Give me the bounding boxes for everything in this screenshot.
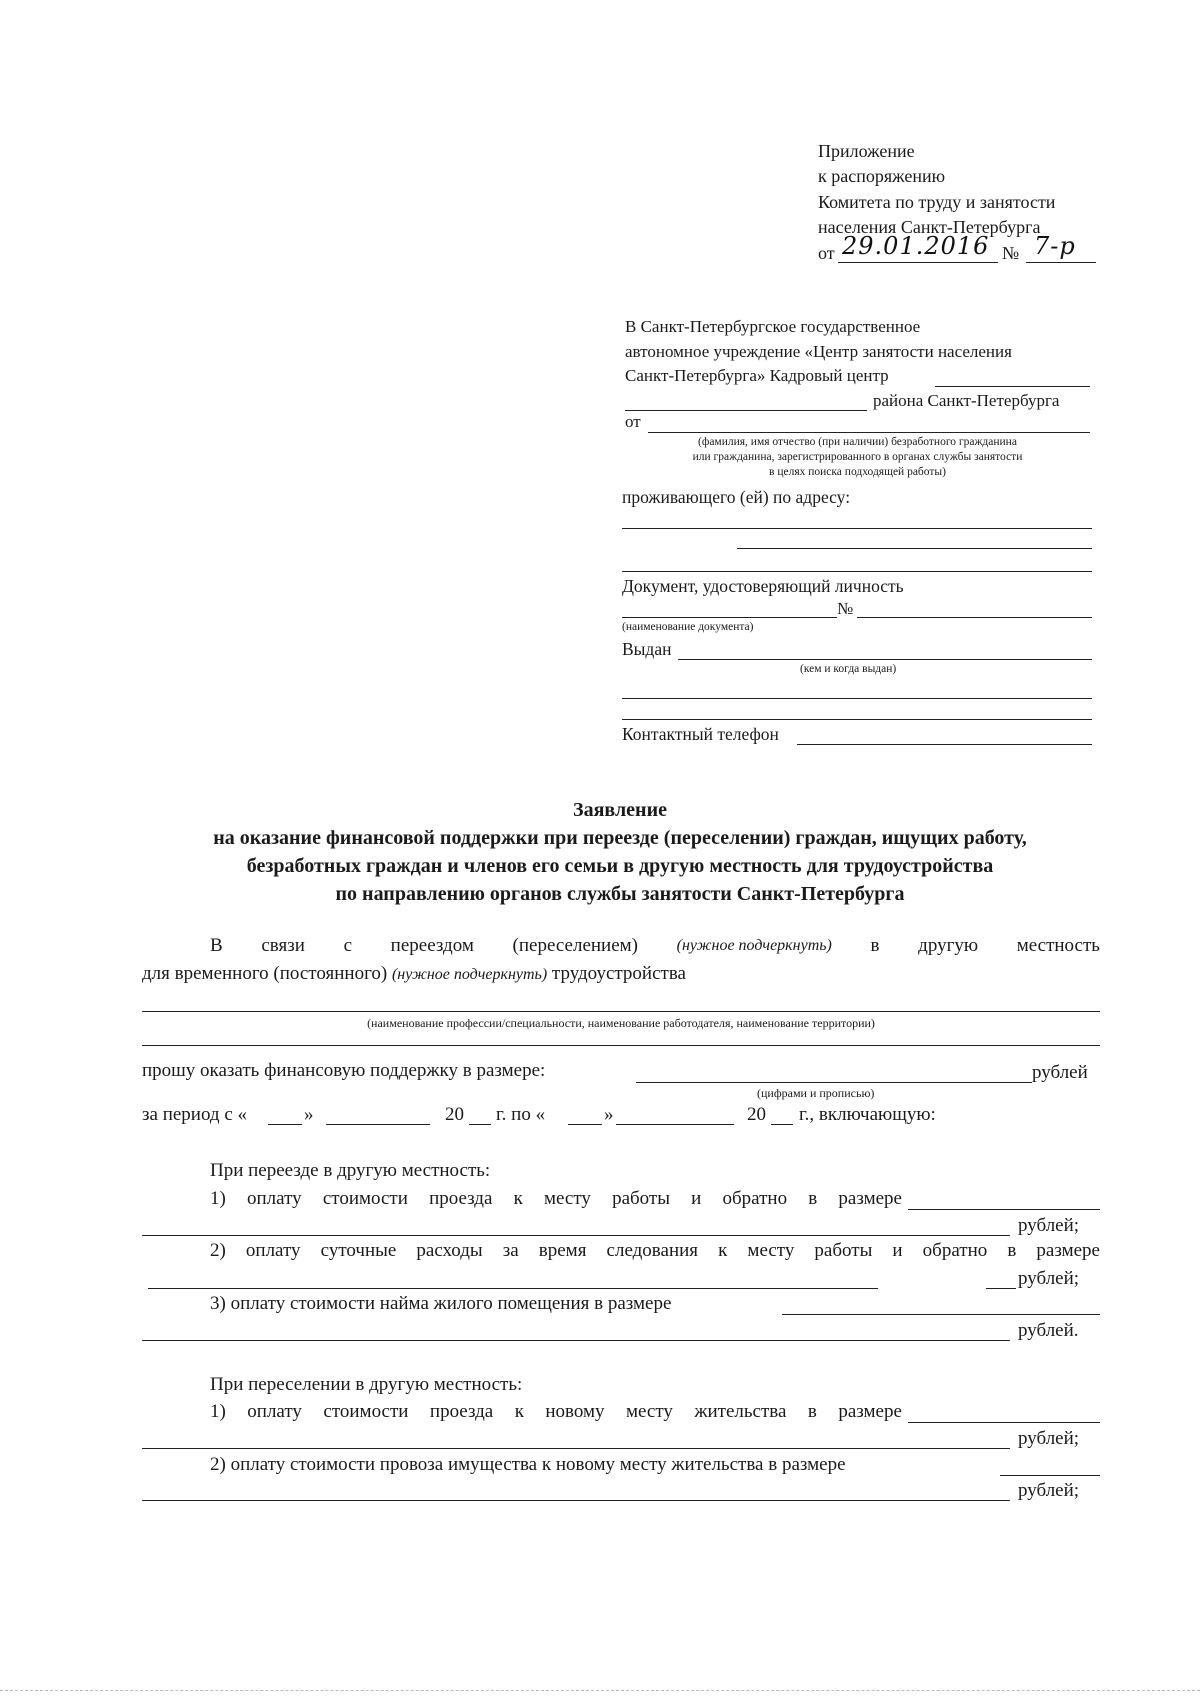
resettlement-item-1 (210, 1401, 902, 1423)
word: в (807, 1401, 817, 1422)
word: за (502, 1240, 519, 1261)
rubles-suffix: рублей. (1018, 1320, 1079, 1341)
amount-label: прошу оказать финансовую поддержку в размере: (142, 1060, 546, 1081)
period-including: г., включающую: (799, 1104, 936, 1125)
period-to-year[interactable] (771, 1124, 793, 1125)
resettlement-item-1-amount-2[interactable] (142, 1448, 1010, 1449)
issued-hint: (кем и когда выдан) (800, 663, 897, 675)
addressee-line (625, 341, 1090, 363)
word: размере (838, 1188, 902, 1209)
period-to-day[interactable] (568, 1124, 602, 1125)
applicant-hint: (фамилия, имя отчество (при наличии) безработного гражданина (698, 436, 1017, 448)
amount-rubles: рублей (1032, 1062, 1088, 1083)
word: проезда (429, 1401, 494, 1422)
phone-label: Контактный телефон (622, 724, 779, 744)
word: к (513, 1188, 523, 1209)
word: и (892, 1240, 903, 1261)
word: новому (545, 1401, 605, 1422)
word: в (1007, 1240, 1017, 1261)
period-quote: » (304, 1104, 314, 1125)
addressee-line: В Санкт-Петербургское государственное (625, 317, 921, 336)
moving-item-3: 3) оплату стоимости найма жилого помещения в размере (210, 1293, 672, 1314)
word: к (514, 1401, 524, 1422)
moving-item-2-amount[interactable] (148, 1288, 878, 1289)
amount-hint: (цифрами и прописью) (757, 1086, 875, 1100)
word: жительства (694, 1401, 787, 1422)
word: месту (543, 1188, 591, 1209)
word: и (691, 1188, 702, 1209)
amount-line[interactable] (636, 1082, 1032, 1083)
address-label: проживающего (ей) по адресу: (622, 487, 851, 507)
word: обратно (722, 1188, 788, 1209)
period-year-prefix: 20 (747, 1104, 766, 1125)
district-line-1[interactable] (935, 386, 1090, 387)
word: размере (838, 1401, 902, 1422)
id-document-name-line[interactable] (622, 617, 837, 618)
word: в (870, 935, 880, 956)
word: для временного (постоянного) (142, 963, 388, 984)
word: время (538, 1240, 587, 1261)
resettlement-section-title: При переселении в другую местность: (210, 1374, 523, 1395)
applicant-name-line[interactable] (648, 432, 1090, 433)
phone-line[interactable] (797, 744, 1092, 745)
appendix-line: населения Санкт-Петербурга (818, 217, 1041, 237)
address-line-2[interactable] (737, 548, 1092, 549)
moving-item-1-amount[interactable] (908, 1209, 1100, 1210)
resettlement-item-2-amount[interactable] (1000, 1475, 1100, 1476)
applicant-hint: в целях поиска подходящей работы) (769, 466, 946, 478)
word: оплату (247, 1401, 302, 1422)
word: (переселением) (512, 935, 638, 956)
moving-item-3-amount[interactable] (782, 1314, 1100, 1315)
word: другую (918, 935, 979, 956)
title-line: безработных граждан и членов его семьи в другую местность для трудоустройства (246, 855, 994, 877)
word: месту (626, 1401, 673, 1422)
word: 1) (210, 1188, 226, 1209)
period-from-label: за период с « (142, 1104, 248, 1125)
word: в (808, 1188, 818, 1209)
moving-section-title: При переезде в другую местность: (210, 1160, 491, 1181)
issued-by-line-3[interactable] (622, 719, 1092, 720)
title-line: по направлению органов службы занятости Санкт-Петербурга (335, 883, 905, 905)
word: переездом (390, 935, 474, 956)
resettlement-item-1-amount[interactable] (908, 1422, 1100, 1423)
hint-underline-needed: (нужное подчеркнуть) (676, 937, 832, 954)
appendix-date-label: от (818, 243, 835, 263)
profession-line[interactable] (142, 1011, 1100, 1012)
appendix-date-handwritten: 29.01.2016 (842, 232, 990, 260)
word: В (210, 935, 223, 956)
period-quote: » (604, 1104, 614, 1125)
word: местность (1016, 935, 1100, 956)
word: размере (1036, 1240, 1100, 1261)
period-from-year[interactable] (469, 1124, 491, 1125)
word: к (718, 1240, 728, 1261)
word: проезда (429, 1188, 493, 1209)
address-line-3[interactable] (622, 571, 1092, 572)
moving-item-1-amount-2[interactable] (142, 1235, 1010, 1236)
period-from-day[interactable] (268, 1124, 302, 1125)
rubles-suffix: рублей; (1018, 1215, 1080, 1236)
hint-underline-needed: (нужное подчеркнуть) (391, 966, 548, 983)
issued-label: Выдан (622, 639, 672, 659)
address-line-1[interactable] (622, 528, 1092, 529)
appendix-line: Приложение (818, 141, 915, 161)
scan-edge-artifact (0, 1690, 1200, 1691)
appendix-number-sign: № (1002, 243, 1020, 263)
word: следования (606, 1240, 699, 1261)
appendix-date-line (838, 262, 998, 263)
id-document-label: Документ, удостоверяющий личность (622, 576, 904, 596)
rubles-suffix: рублей; (1018, 1480, 1080, 1501)
rubles-suffix: рублей; (1018, 1268, 1080, 1289)
profession-hint: (наименование профессии/специальности, наименование работодателя, наименование территории) (367, 1016, 875, 1030)
word: месту (747, 1240, 795, 1261)
resettlement-item-2: 2) оплату стоимости провоза имущества к новому месту жительства в размере (210, 1454, 846, 1475)
id-document-number-line[interactable] (857, 617, 1092, 618)
word: связи (261, 935, 305, 956)
applicant-hint: или гражданина, зарегистрированного в органах службы занятости (692, 451, 1023, 463)
moving-item-2-amount-2[interactable] (986, 1288, 1016, 1289)
word: стоимости (322, 1188, 408, 1209)
id-document-hint: (наименование документа) (622, 621, 754, 633)
title-line: Заявление (573, 799, 667, 821)
appendix-number-line (1026, 262, 1096, 263)
period-year-prefix: 20 (445, 1104, 464, 1125)
word: оплату (245, 1240, 301, 1261)
period-to-label: г. по « (496, 1104, 546, 1125)
district-label: района Санкт-Петербурга (873, 391, 1060, 410)
addressee-line-text: автономное учреждение «Центр занятости населения (625, 342, 1012, 361)
word: расходы (416, 1240, 483, 1261)
word: 2) (210, 1240, 226, 1261)
paragraph-line (142, 963, 686, 986)
appendix-line: к распоряжению (818, 166, 946, 186)
title-line: на оказание финансовой поддержки при переезде (переселении) граждан, ищущих работу, (213, 827, 1027, 849)
profession-line-2[interactable] (142, 1045, 1100, 1046)
rubles-suffix: рублей; (1018, 1428, 1080, 1449)
issued-by-line-2[interactable] (622, 698, 1092, 699)
period-to-month[interactable] (616, 1124, 734, 1125)
word: трудоустройства (551, 963, 686, 984)
district-line-2[interactable] (625, 410, 867, 411)
word: 1) (210, 1401, 226, 1422)
word: работы (814, 1240, 873, 1261)
issued-by-line[interactable] (678, 659, 1092, 660)
word: оплату (247, 1188, 302, 1209)
resettlement-item-2-amount-2[interactable] (142, 1500, 1010, 1501)
moving-item-1 (210, 1188, 902, 1210)
addressee-line: Санкт-Петербурга» Кадровый центр (625, 366, 889, 385)
moving-item-3-amount-2[interactable] (142, 1340, 1010, 1341)
word: работы (612, 1188, 670, 1209)
period-from-month[interactable] (326, 1124, 430, 1125)
id-number-sign: № (837, 599, 854, 618)
word: стоимости (323, 1401, 409, 1422)
appendix-line: Комитета по труду и занятости (818, 192, 1056, 212)
word: обратно (922, 1240, 988, 1261)
word: суточные (320, 1240, 397, 1261)
from-label: от (625, 412, 641, 431)
appendix-number-handwritten: 7-р (1034, 232, 1076, 260)
word: с (343, 935, 353, 956)
paragraph-line (210, 935, 1100, 957)
moving-item-2 (210, 1240, 1100, 1262)
